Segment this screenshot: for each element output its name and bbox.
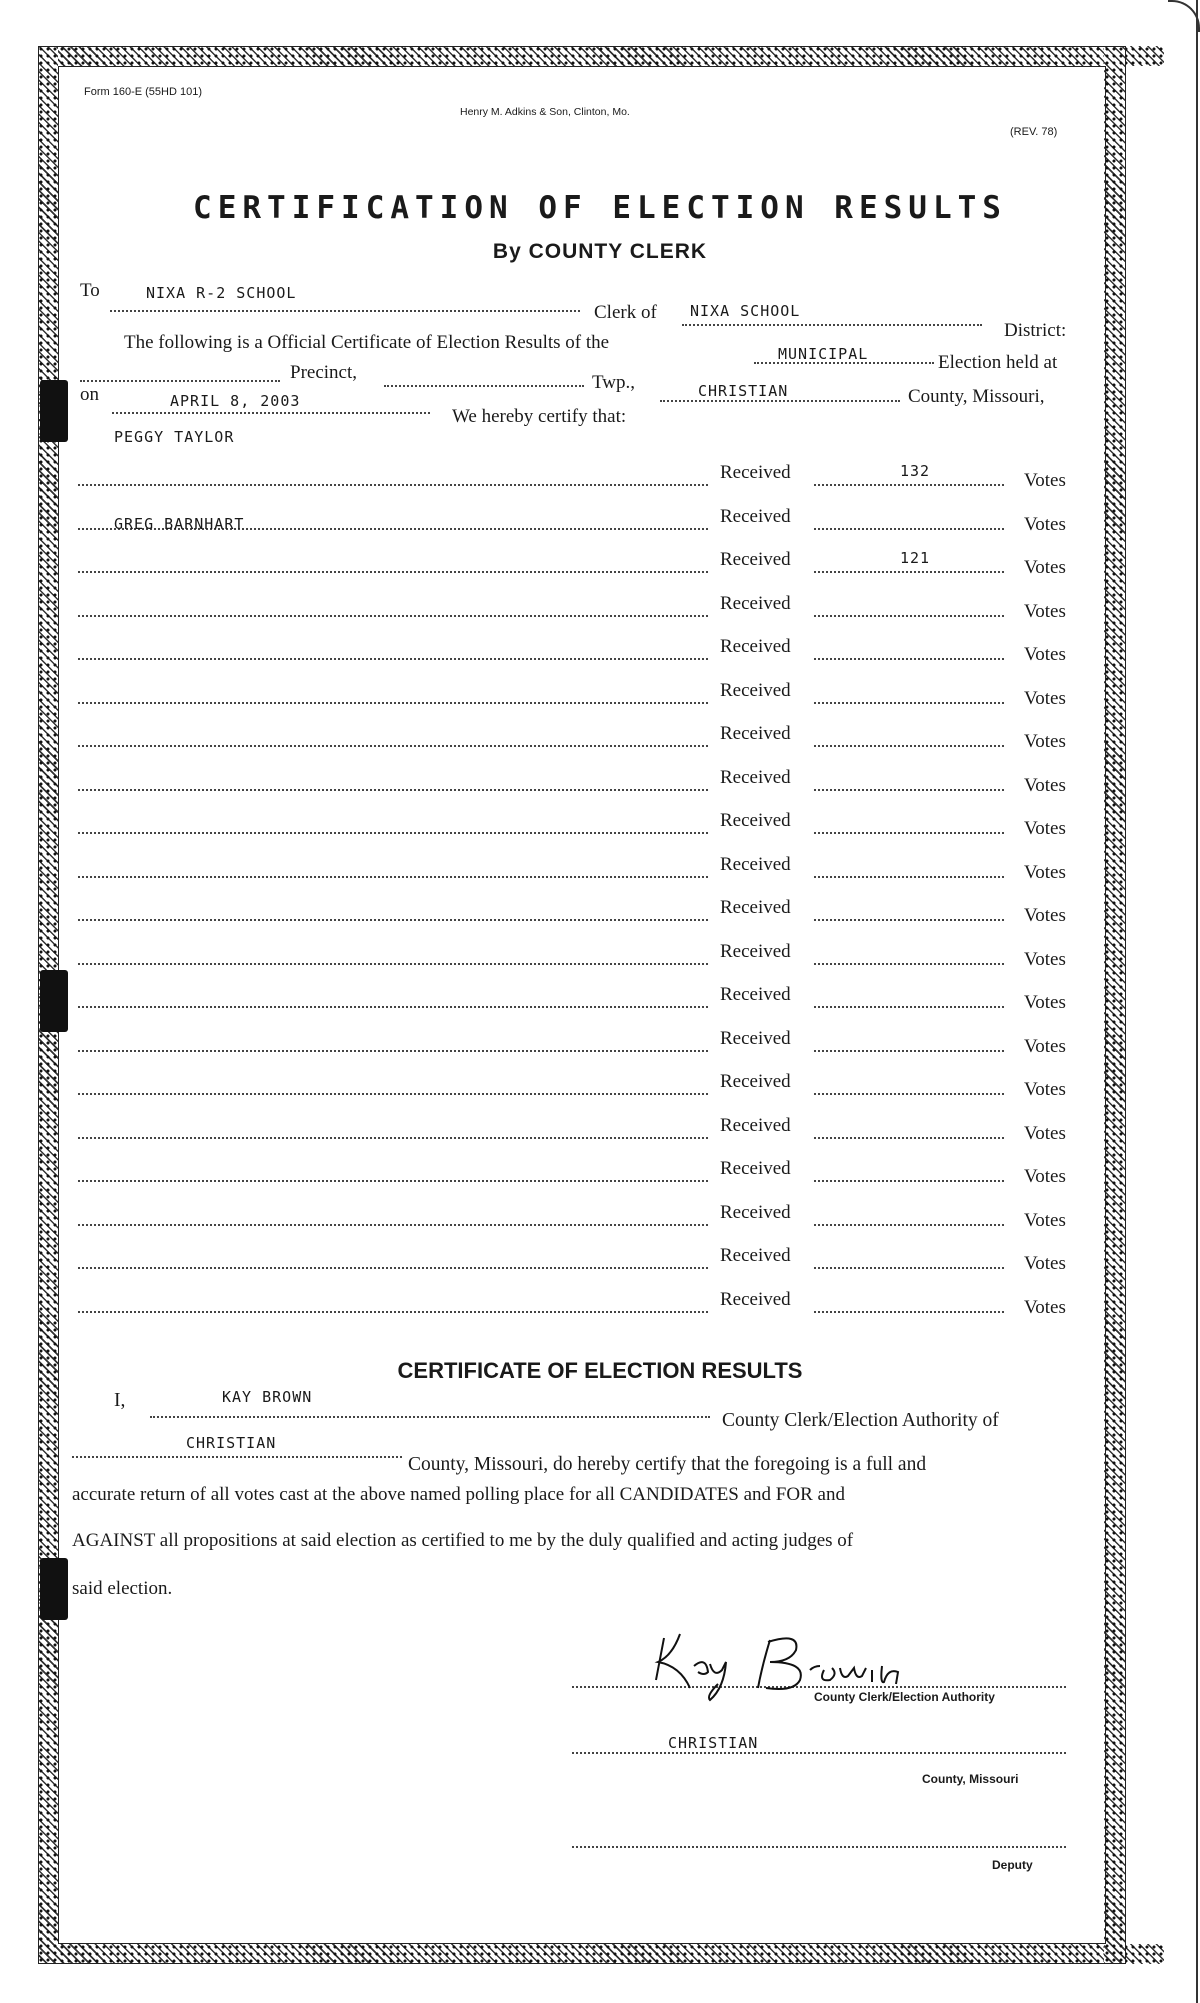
received-label: Received: [720, 593, 791, 614]
form-number: Form 160-E (55HD 101): [84, 86, 202, 98]
candidate-name-field-line: [78, 919, 708, 921]
candidate-name-field-line: [78, 702, 708, 704]
certify-text: We hereby certify that:: [452, 406, 627, 427]
votes-field-line: [814, 745, 1004, 747]
received-label: Received: [720, 810, 791, 831]
result-row: [0, 1028, 1200, 1056]
received-label: Received: [720, 462, 791, 483]
certificate-county-value: CHRISTIAN: [186, 1434, 277, 1452]
county-missouri-label: County, Missouri,: [908, 386, 1045, 407]
votes-label: Votes: [1024, 1036, 1066, 1057]
result-row: [0, 723, 1200, 751]
votes-field-line: [814, 963, 1004, 965]
candidate-name-field-line: [78, 1180, 708, 1182]
votes-label: Votes: [1024, 775, 1066, 796]
clerk-of-field-value: NIXA SCHOOL: [690, 302, 801, 320]
result-row: [0, 1115, 1200, 1143]
votes-label: Votes: [1024, 1123, 1066, 1144]
precinct-label: Precinct,: [290, 362, 358, 383]
votes-field-line: [814, 1267, 1004, 1269]
received-label: Received: [720, 723, 791, 744]
votes-field-line: [814, 702, 1004, 704]
received-label: Received: [720, 1115, 791, 1136]
votes-field-line: [814, 1224, 1004, 1226]
binder-tab-3: [40, 1558, 68, 1620]
candidate-name-field-line: [78, 963, 708, 965]
result-row: [0, 636, 1200, 664]
result-row: [0, 1071, 1200, 1099]
votes-field-line: [814, 1050, 1004, 1052]
certificate-line-3: accurate return of all votes cast at the above named polling place for all CANDIDATES and FOR and: [72, 1484, 845, 1505]
received-label: Received: [720, 506, 791, 527]
certificate-line-2: County, Missouri, do hereby certify that the foregoing is a full and: [408, 1454, 927, 1475]
date-field-value: APRIL 8, 2003: [170, 392, 301, 410]
candidate-name-field-line: [78, 658, 708, 660]
clerk-name-value: KAY BROWN: [222, 1388, 313, 1406]
votes-label: Votes: [1024, 1079, 1066, 1100]
candidate-name-field-line: [78, 484, 708, 486]
result-row: [0, 941, 1200, 969]
printer-name: Henry M. Adkins & Son, Clinton, Mo.: [460, 106, 630, 118]
form-revision: (REV. 78): [1010, 126, 1058, 138]
votes-label: Votes: [1024, 470, 1066, 491]
received-label: Received: [720, 636, 791, 657]
candidate-name-field-line: [78, 832, 708, 834]
election-held-at-label: Election held at: [938, 352, 1058, 373]
twp-field-line-left: [384, 385, 584, 387]
received-label: Received: [720, 1289, 791, 1310]
votes-field-line: [814, 1311, 1004, 1313]
district-label: District:: [1004, 320, 1067, 341]
candidate-name-field-line: [78, 571, 708, 573]
election-type-value: MUNICIPAL: [778, 345, 869, 363]
votes-label: Votes: [1024, 514, 1066, 535]
certificate-i-label: I,: [114, 1390, 126, 1411]
result-row: [0, 767, 1200, 795]
date-field-line: [112, 412, 430, 414]
received-label: Received: [720, 767, 791, 788]
deputy-field-line: [572, 1846, 1066, 1848]
result-row: [0, 1202, 1200, 1230]
candidate-name-field-line: [78, 876, 708, 878]
votes-field-line: [814, 832, 1004, 834]
votes-field-line: [814, 919, 1004, 921]
candidate-name: GREG BARNHART: [114, 515, 245, 533]
votes-field-line: [814, 1180, 1004, 1182]
votes-label: Votes: [1024, 862, 1066, 883]
certificate-title: CERTIFICATE OF ELECTION RESULTS: [397, 1358, 803, 1383]
candidate-name-field-line: [78, 1137, 708, 1139]
votes-label: Votes: [1024, 644, 1066, 665]
candidate-name-field-line: [78, 1224, 708, 1226]
result-row: [0, 515, 1200, 578]
candidate-name-field-line: [78, 745, 708, 747]
received-label: Received: [720, 680, 791, 701]
binder-tab-1: [40, 380, 68, 442]
received-label: Received: [720, 1158, 791, 1179]
page-subtitle: By COUNTY CLERK: [492, 240, 708, 263]
received-label: Received: [720, 1071, 791, 1092]
result-row: [0, 428, 1200, 491]
county-field-line: [660, 400, 900, 402]
result-row: [0, 1158, 1200, 1186]
votes-label: Votes: [1024, 905, 1066, 926]
result-row: [0, 1289, 1200, 1317]
candidate-name-field-line: [78, 615, 708, 617]
result-row: [0, 854, 1200, 882]
to-label: To: [80, 280, 100, 301]
certificate-line-5: said election.: [72, 1578, 173, 1599]
votes-label: Votes: [1024, 818, 1066, 839]
votes-label: Votes: [1024, 557, 1066, 578]
signature-county-label: County, Missouri: [922, 1772, 1019, 1786]
clerk-of-field-line: [682, 324, 982, 326]
votes-label: Votes: [1024, 1297, 1066, 1318]
votes-label: Votes: [1024, 1253, 1066, 1274]
candidate-name-field-line: [78, 1006, 708, 1008]
candidate-name-field-line: [78, 1311, 708, 1313]
votes-field-line: [814, 571, 1004, 573]
deputy-label: Deputy: [992, 1858, 1033, 1872]
votes-field-line: [814, 615, 1004, 617]
result-row: [0, 810, 1200, 838]
votes-field-line: [814, 789, 1004, 791]
signature-county-field-line: [572, 1752, 1066, 1754]
candidate-name-field-line: [78, 1267, 708, 1269]
on-label: on: [80, 384, 99, 405]
clerk-of-label: Clerk of: [594, 302, 657, 323]
to-field-value: NIXA R-2 SCHOOL: [146, 284, 297, 302]
votes-field-line: [814, 484, 1004, 486]
received-label: Received: [720, 549, 791, 570]
certificate-line-4: AGAINST all propositions at said election as certified to me by the duly qualified and acting judges of: [72, 1530, 854, 1551]
authority-label: County Clerk/Election Authority: [814, 1690, 995, 1704]
result-row: [0, 680, 1200, 708]
received-label: Received: [720, 1202, 791, 1223]
clerk-title-text: County Clerk/Election Authority of: [722, 1410, 999, 1431]
received-label: Received: [720, 1245, 791, 1266]
votes-label: Votes: [1024, 688, 1066, 709]
votes-field-line: [814, 1093, 1004, 1095]
certificate-county-field-line: [72, 1456, 402, 1458]
twp-label: Twp.,: [592, 372, 636, 393]
received-label: Received: [720, 897, 791, 918]
result-row: [0, 1245, 1200, 1273]
votes-field-line: [814, 658, 1004, 660]
vote-count: 121: [900, 549, 931, 567]
vote-count: 132: [900, 462, 931, 480]
following-text: The following is a Official Certificate of Election Results of the: [124, 332, 610, 353]
result-row: [0, 984, 1200, 1012]
signature-county-value: CHRISTIAN: [668, 1734, 759, 1752]
votes-field-line: [814, 1137, 1004, 1139]
votes-field-line: [814, 876, 1004, 878]
county-field-value: CHRISTIAN: [698, 382, 789, 400]
votes-label: Votes: [1024, 1166, 1066, 1187]
to-field-line: [110, 310, 580, 312]
candidate-name: PEGGY TAYLOR: [114, 428, 235, 446]
received-label: Received: [720, 984, 791, 1005]
votes-label: Votes: [1024, 992, 1066, 1013]
votes-field-line: [814, 1006, 1004, 1008]
received-label: Received: [720, 1028, 791, 1049]
votes-label: Votes: [1024, 1210, 1066, 1231]
clerk-name-field-line: [150, 1416, 710, 1418]
candidate-name-field-line: [78, 1050, 708, 1052]
votes-label: Votes: [1024, 731, 1066, 752]
result-row: [0, 593, 1200, 621]
page-title: CERTIFICATION OF ELECTION RESULTS: [193, 190, 1007, 226]
received-label: Received: [720, 941, 791, 962]
votes-label: Votes: [1024, 601, 1066, 622]
result-row: [0, 897, 1200, 925]
votes-label: Votes: [1024, 949, 1066, 970]
candidate-name-field-line: [78, 789, 708, 791]
precinct-field-line: [80, 380, 280, 382]
received-label: Received: [720, 854, 791, 875]
votes-field-line: [814, 528, 1004, 530]
candidate-name-field-line: [78, 1093, 708, 1095]
